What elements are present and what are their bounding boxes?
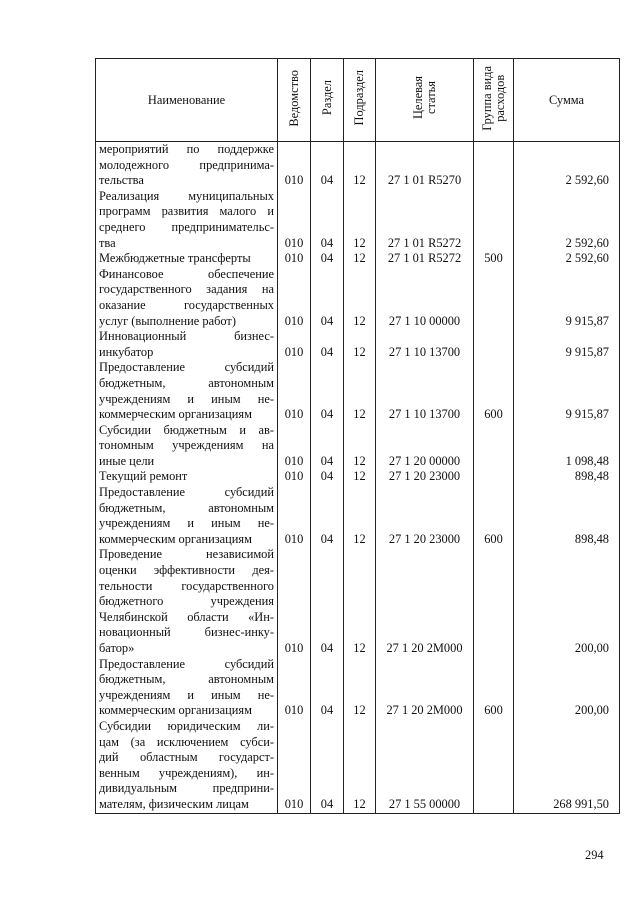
row-razdel: 04 — [311, 469, 344, 485]
row-name-line: оценки эффективности дея- — [99, 563, 274, 578]
row-razdel: 04 — [311, 547, 344, 656]
row-celevaya: 27 1 10 00000 — [376, 267, 474, 329]
row-name-line: Инновационный бизнес- — [99, 329, 274, 344]
row-vedomstvo: 010 — [278, 485, 311, 547]
table-row — [96, 657, 620, 719]
row-celevaya: 27 1 20 2М000 — [376, 657, 474, 719]
table-row — [96, 547, 620, 656]
row-name-line: оказание государственных — [99, 297, 274, 312]
row-name-line: бюджетным, автономным — [99, 500, 274, 515]
row-podrazdel: 12 — [344, 251, 376, 267]
row-name-line: программ развития малого и — [99, 204, 274, 219]
row-razdel: 04 — [311, 267, 344, 329]
table-row — [96, 189, 620, 251]
row-name-line: бюджетным, автономным — [99, 375, 274, 390]
row-name-line: коммерческим организациям — [99, 531, 252, 546]
row-podrazdel: 12 — [344, 719, 376, 813]
row-vedomstvo: 010 — [278, 251, 311, 267]
row-summa: 2 592,60 — [514, 142, 620, 189]
row-razdel: 04 — [311, 485, 344, 547]
header-celevaya: Целевая статья — [410, 76, 438, 120]
row-name-line: услуг (выполнение работ) — [99, 313, 236, 328]
row-name-line: батор» — [99, 641, 135, 655]
row-vedomstvo: 010 — [278, 469, 311, 485]
row-name-line: бюджетного учреждения — [99, 594, 274, 609]
row-name-line: Финансовое обеспечение — [99, 266, 274, 281]
row-celevaya: 27 1 20 00000 — [376, 423, 474, 470]
table-row — [96, 485, 620, 547]
row-name-line: коммерческим организациям — [99, 703, 252, 718]
budget-table — [95, 58, 620, 814]
row-summa: 9 915,87 — [514, 267, 620, 329]
row-podrazdel: 12 — [344, 485, 376, 547]
row-gruppa — [474, 267, 514, 329]
header-gruppa-cell — [474, 59, 514, 142]
row-razdel: 04 — [311, 142, 344, 189]
row-name-line: тельства — [99, 173, 144, 188]
row-podrazdel: 12 — [344, 423, 376, 470]
row-vedomstvo: 010 — [278, 142, 311, 189]
table-row — [96, 423, 620, 470]
row-gruppa — [474, 142, 514, 189]
header-gruppa: Группа вида расходов — [479, 65, 507, 131]
row-gruppa: 600 — [474, 360, 514, 422]
header-vedomstvo: Ведомство — [286, 69, 301, 127]
row-celevaya: 27 1 20 2М000 — [376, 547, 474, 656]
row-celevaya: 27 1 55 00000 — [376, 719, 474, 813]
row-podrazdel: 12 — [344, 142, 376, 189]
row-name-line: тва — [99, 235, 116, 250]
row-razdel: 04 — [311, 360, 344, 422]
row-vedomstvo: 010 — [278, 189, 311, 251]
table-row — [96, 469, 620, 485]
table-body — [96, 142, 620, 814]
header-celevaya-cell — [376, 59, 474, 142]
row-summa: 2 592,60 — [514, 251, 620, 267]
row-vedomstvo: 010 — [278, 547, 311, 656]
row-gruppa: 500 — [474, 251, 514, 267]
header-razdel-cell — [311, 59, 344, 142]
header-summa: Сумма — [514, 59, 620, 142]
row-summa: 898,48 — [514, 469, 620, 485]
row-name-line: мателям, физическим лицам — [99, 796, 249, 811]
row-name-line: мероприятий по поддержке — [99, 142, 274, 156]
row-vedomstvo: 010 — [278, 360, 311, 422]
row-name-line: Проведение независимой — [99, 547, 274, 562]
row-name-line: дий областным государст- — [99, 750, 274, 765]
row-gruppa: 600 — [474, 485, 514, 547]
row-podrazdel: 12 — [344, 657, 376, 719]
row-gruppa — [474, 719, 514, 813]
row-gruppa: 600 — [474, 657, 514, 719]
row-vedomstvo: 010 — [278, 423, 311, 470]
row-name-line: тельности государственного — [99, 578, 274, 593]
row-name-line: Челябинской области «Ин- — [99, 609, 274, 624]
row-name — [96, 547, 278, 656]
row-razdel: 04 — [311, 657, 344, 719]
row-name — [96, 719, 278, 813]
row-name — [96, 657, 278, 719]
row-name-line: тономным учреждениям на — [99, 438, 274, 453]
row-name-line: инкубатор — [99, 344, 154, 359]
row-summa: 2 592,60 — [514, 189, 620, 251]
row-podrazdel: 12 — [344, 469, 376, 485]
row-name-line: венным учреждениям), ин- — [99, 765, 274, 780]
row-name-line: цам (за исключением субси- — [99, 734, 274, 749]
header-podrazdel-cell — [344, 59, 376, 142]
row-name-line: дивидуальным предприни- — [99, 781, 274, 796]
row-podrazdel: 12 — [344, 189, 376, 251]
row-vedomstvo: 010 — [278, 267, 311, 329]
table-row — [96, 329, 620, 360]
header-vedomstvo-cell — [278, 59, 311, 142]
row-razdel: 04 — [311, 423, 344, 470]
row-name — [96, 251, 278, 267]
table-row — [96, 251, 620, 267]
row-gruppa — [474, 189, 514, 251]
row-name-line: учреждениям и иным не- — [99, 391, 274, 406]
row-podrazdel: 12 — [344, 360, 376, 422]
table-row — [96, 267, 620, 329]
row-gruppa — [474, 469, 514, 485]
row-razdel: 04 — [311, 251, 344, 267]
row-summa: 898,48 — [514, 485, 620, 547]
row-name-line: Межбюджетные трансферты — [99, 251, 251, 266]
row-name-line: Предоставление субсидий — [99, 360, 274, 375]
row-name-line: Предоставление субсидий — [99, 485, 274, 500]
row-name-line: Реализация муниципальных — [99, 188, 274, 203]
row-podrazdel: 12 — [344, 267, 376, 329]
row-name — [96, 469, 278, 485]
table-row — [96, 360, 620, 422]
row-summa: 268 991,50 — [514, 719, 620, 813]
row-gruppa — [474, 547, 514, 656]
row-name-line: учреждениям и иным не- — [99, 687, 274, 702]
header-podrazdel: Подраздел — [352, 70, 366, 126]
row-summa: 200,00 — [514, 547, 620, 656]
row-summa: 9 915,87 — [514, 329, 620, 360]
row-vedomstvo: 010 — [278, 329, 311, 360]
row-razdel: 04 — [311, 189, 344, 251]
row-razdel: 04 — [311, 719, 344, 813]
row-name-line: бюджетным, автономным — [99, 672, 274, 687]
row-name-line: государственного задания на — [99, 282, 274, 297]
row-name — [96, 485, 278, 547]
row-summa: 1 098,48 — [514, 423, 620, 470]
row-summa: 9 915,87 — [514, 360, 620, 422]
row-gruppa — [474, 423, 514, 470]
row-name-line: Текущий ремонт — [99, 469, 188, 484]
row-name — [96, 360, 278, 422]
row-celevaya: 27 1 01 R5272 — [376, 251, 474, 267]
row-name-line: молодежного предпринима- — [99, 157, 274, 172]
row-podrazdel: 12 — [344, 329, 376, 360]
row-name-line: Субсидии юридическим ли- — [99, 718, 274, 733]
row-vedomstvo: 010 — [278, 657, 311, 719]
row-celevaya: 27 1 20 23000 — [376, 485, 474, 547]
row-name — [96, 189, 278, 251]
row-razdel: 04 — [311, 329, 344, 360]
row-name — [96, 423, 278, 470]
row-celevaya: 27 1 01 R5270 — [376, 142, 474, 189]
row-name-line: новационный бизнес-инку- — [99, 625, 274, 640]
row-name-line: Субсидии бюджетным и ав- — [99, 422, 274, 437]
row-name-line: Предоставление субсидий — [99, 656, 274, 671]
row-summa: 200,00 — [514, 657, 620, 719]
row-name-line: иные цели — [99, 453, 155, 468]
row-celevaya: 27 1 10 13700 — [376, 360, 474, 422]
row-podrazdel: 12 — [344, 547, 376, 656]
row-name — [96, 267, 278, 329]
table-row — [96, 142, 620, 189]
row-gruppa — [474, 329, 514, 360]
header-name: Наименование — [96, 59, 278, 142]
row-name-line: учреждениям и иным не- — [99, 516, 274, 531]
row-name-line: среднего предпринимательс- — [99, 219, 274, 234]
row-celevaya: 27 1 10 13700 — [376, 329, 474, 360]
row-celevaya: 27 1 20 23000 — [376, 469, 474, 485]
row-vedomstvo: 010 — [278, 719, 311, 813]
table-header — [96, 59, 620, 142]
header-razdel: Раздел — [319, 80, 334, 116]
row-name — [96, 329, 278, 360]
page-number: 294 — [585, 848, 604, 862]
row-name — [96, 142, 278, 189]
row-celevaya: 27 1 01 R5272 — [376, 189, 474, 251]
table-row — [96, 719, 620, 813]
row-name-line: коммерческим организациям — [99, 407, 252, 422]
